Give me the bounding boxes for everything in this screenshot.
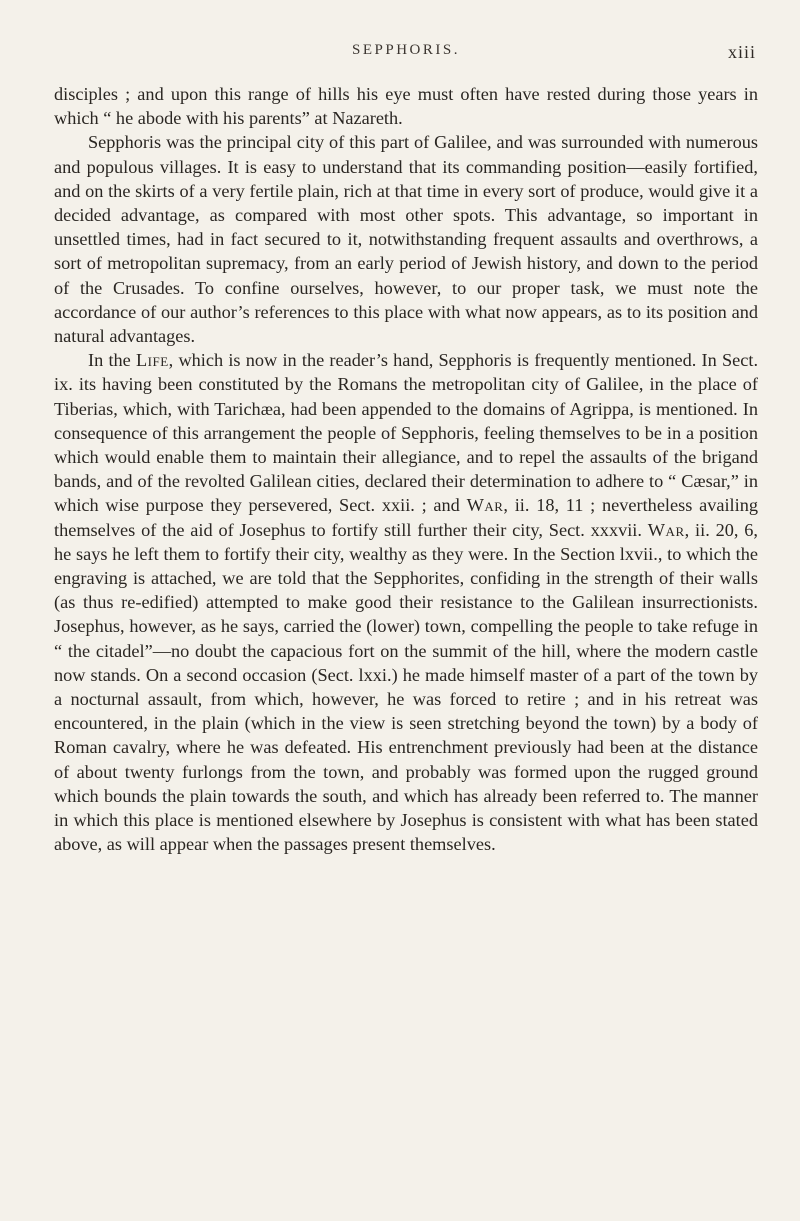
war-reference-1: War xyxy=(466,495,504,516)
book-page xyxy=(54,42,758,857)
running-header xyxy=(54,42,758,66)
body-text xyxy=(54,82,758,857)
paragraph-3-text-d: , ii. 20, 6, he says he left them to fortify their city, wealthy as they were. In the Section lxvii., to which the engraving is attached, we are told that the Sepphorites, confiding in the strength of their walls (as thus re-edified) attempted to make good their resistance to the Galilean insurrectionists. Josephus, however, as he says, carried the (lower) town, compelling the people to take refuge in “ the citadel”—no doubt the capacious fort on the summit of the hill, where the modern castle now stands. On a second occasion (Sect. lxxi.) he made himself master of a part of the town by a nocturnal assault, from which, however, he was forced to retire ; and in his retreat was encountered, in the plain (which in the view is seen stretching beyond the town) by a body of Roman cavalry, where he was defeated. His entrenchment previously had been at the distance of about twenty furlongs from the town, and probably was formed upon the rugged ground which bounds the plain towards the south, and which has already been referred to. The manner in which this place is mentioned elsewhere by Josephus is consistent with what has been stated above, as will appear when the passages present themselves. xyxy=(54,519,758,855)
page-number: xiii xyxy=(727,42,756,62)
paragraph-3-text-a: In the xyxy=(88,350,136,371)
running-title: SEPPHORIS. xyxy=(352,42,460,58)
life-reference: Life xyxy=(136,350,169,371)
war-reference-2: War xyxy=(647,519,685,540)
paragraph-3-text-c: , ii. 18, 11 ; nevertheless availing themselves of the aid of Josephus to fortify still further their city, Sect. xxxvii. xyxy=(54,495,758,540)
paragraph-3 xyxy=(54,348,758,856)
paragraph-2: Sepphoris was the principal city of this part of Galilee, and was surrounded with numerous and populous villages. It is easy to understand that its commanding position—easily fortified, and on the skirts of a very fertile plain, rich at that time in every sort of produce, would give it a decided advantage, as compared with most other spots. This advantage, so important in unsettled times, had in fact secured to it, notwithstanding frequent assaults and overthrows, a sort of metropolitan supremacy, from an early period of Jewish history, and down to the period of the Crusades. To confine ourselves, however, to our proper task, we must note the accordance of our author’s references to this place with what now appears, as to its position and natural advantages. xyxy=(54,132,758,347)
paragraph-3-text-b: , which is now in the reader’s hand, Sepphoris is frequently mentioned. In Sect. ix. its having been constituted by the Romans the metropolitan city of Galilee, in the place of Tiberias, which, with Tarichæa, had been appended to the domains of Agrippa, is mentioned. In consequence of this arrangement the people of Sepphoris, feeling themselves to be in a position which would enable them to maintain their allegiance, and to repel the assaults of the brigand bands, and of the revolted Galilean cities, declared their determination to adhere to “ Cæsar,” in which wise purpose they persevered, Sect. xxii. ; and xyxy=(54,350,759,516)
paragraph-1: disciples ; and upon this range of hills his eye must often have rested during those years in which “ he abode with his parents” at Nazareth. xyxy=(54,84,758,129)
